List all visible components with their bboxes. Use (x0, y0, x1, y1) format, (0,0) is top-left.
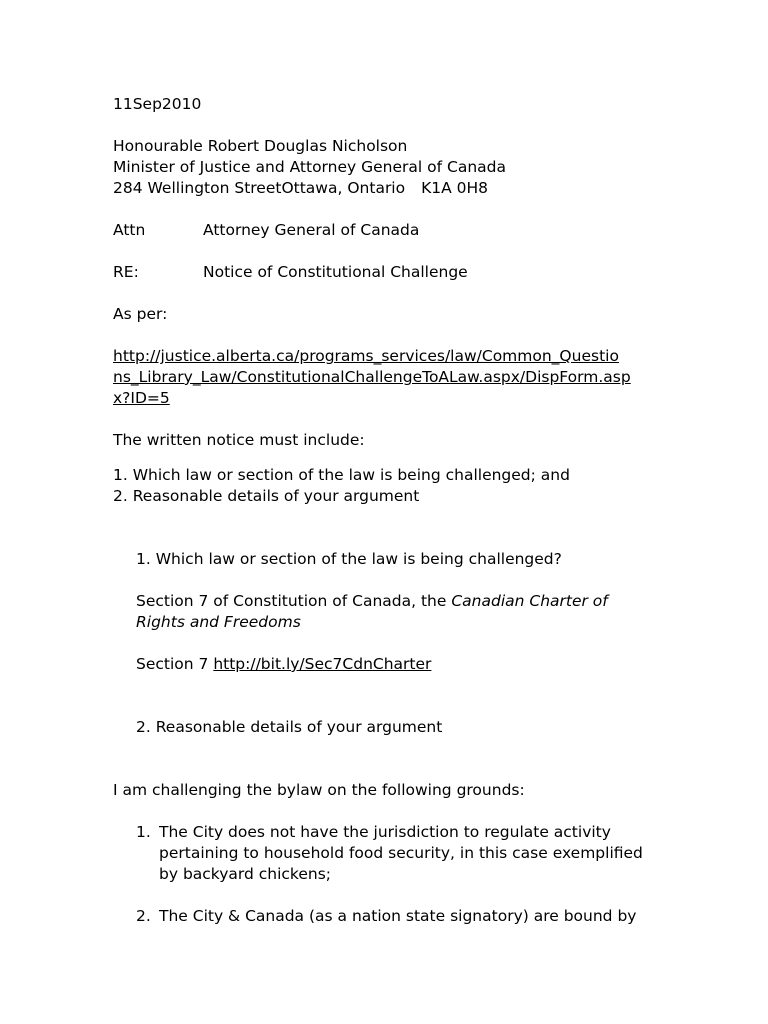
notice-intro: The written notice must include: (113, 431, 365, 449)
ground-number: 2. (136, 907, 151, 925)
charter-title: Canadian Charter of (451, 592, 608, 610)
requirement-item: 2. Reasonable details of your argument (113, 487, 420, 505)
charter-title-continued: Rights and Freedoms (136, 613, 301, 631)
ground-line: by backyard chickens; (159, 865, 332, 883)
address-street: 284 Wellington StreetOttawa, Ontario (113, 179, 406, 197)
re-value: Notice of Constitutional Challenge (203, 263, 468, 281)
reference-url-line-2[interactable]: ns_Library_Law/ConstitutionalChallengeToALaw.aspx/DispForm.asp (113, 368, 631, 386)
attn-value: Attorney General of Canada (203, 221, 420, 239)
letter-date: 11Sep2010 (113, 95, 202, 113)
ground-line: The City & Canada (as a nation state signatory) are bound by (159, 907, 637, 925)
ground-line: The City does not have the jurisdiction to regulate activity (159, 823, 611, 841)
question-1-heading: 1. Which law or section of the law is being challenged? (136, 550, 562, 568)
re-label: RE: (113, 263, 139, 281)
recipient-address (113, 178, 488, 199)
recipient-name: Honourable Robert Douglas Nicholson (113, 137, 408, 155)
question-2-heading: 2. Reasonable details of your argument (136, 718, 443, 736)
requirement-item: 1. Which law or section of the law is being challenged; and (113, 466, 570, 484)
section-7-label: Section 7 (136, 655, 214, 673)
ground-number: 1. (136, 823, 151, 841)
as-per-label: As per: (113, 305, 168, 323)
section-7-reference (136, 654, 431, 675)
grounds-intro: I am challenging the bylaw on the following grounds: (113, 781, 525, 799)
reference-url-line-1[interactable]: http://justice.alberta.ca/programs_services/law/Common_Questio (113, 347, 619, 365)
section-7-link[interactable]: http://bit.ly/Sec7CdnCharter (213, 655, 432, 673)
ground-line: pertaining to household food security, in this case exemplified (159, 844, 643, 862)
recipient-title: Minister of Justice and Attorney General of Canada (113, 158, 506, 176)
attn-label: Attn (113, 221, 146, 239)
address-postal: K1A 0H8 (421, 179, 489, 197)
section-text: Section 7 of Constitution of Canada, the (136, 592, 452, 610)
reference-url-line-3[interactable]: x?ID=5 (113, 389, 170, 407)
section-7-statement (136, 591, 608, 612)
